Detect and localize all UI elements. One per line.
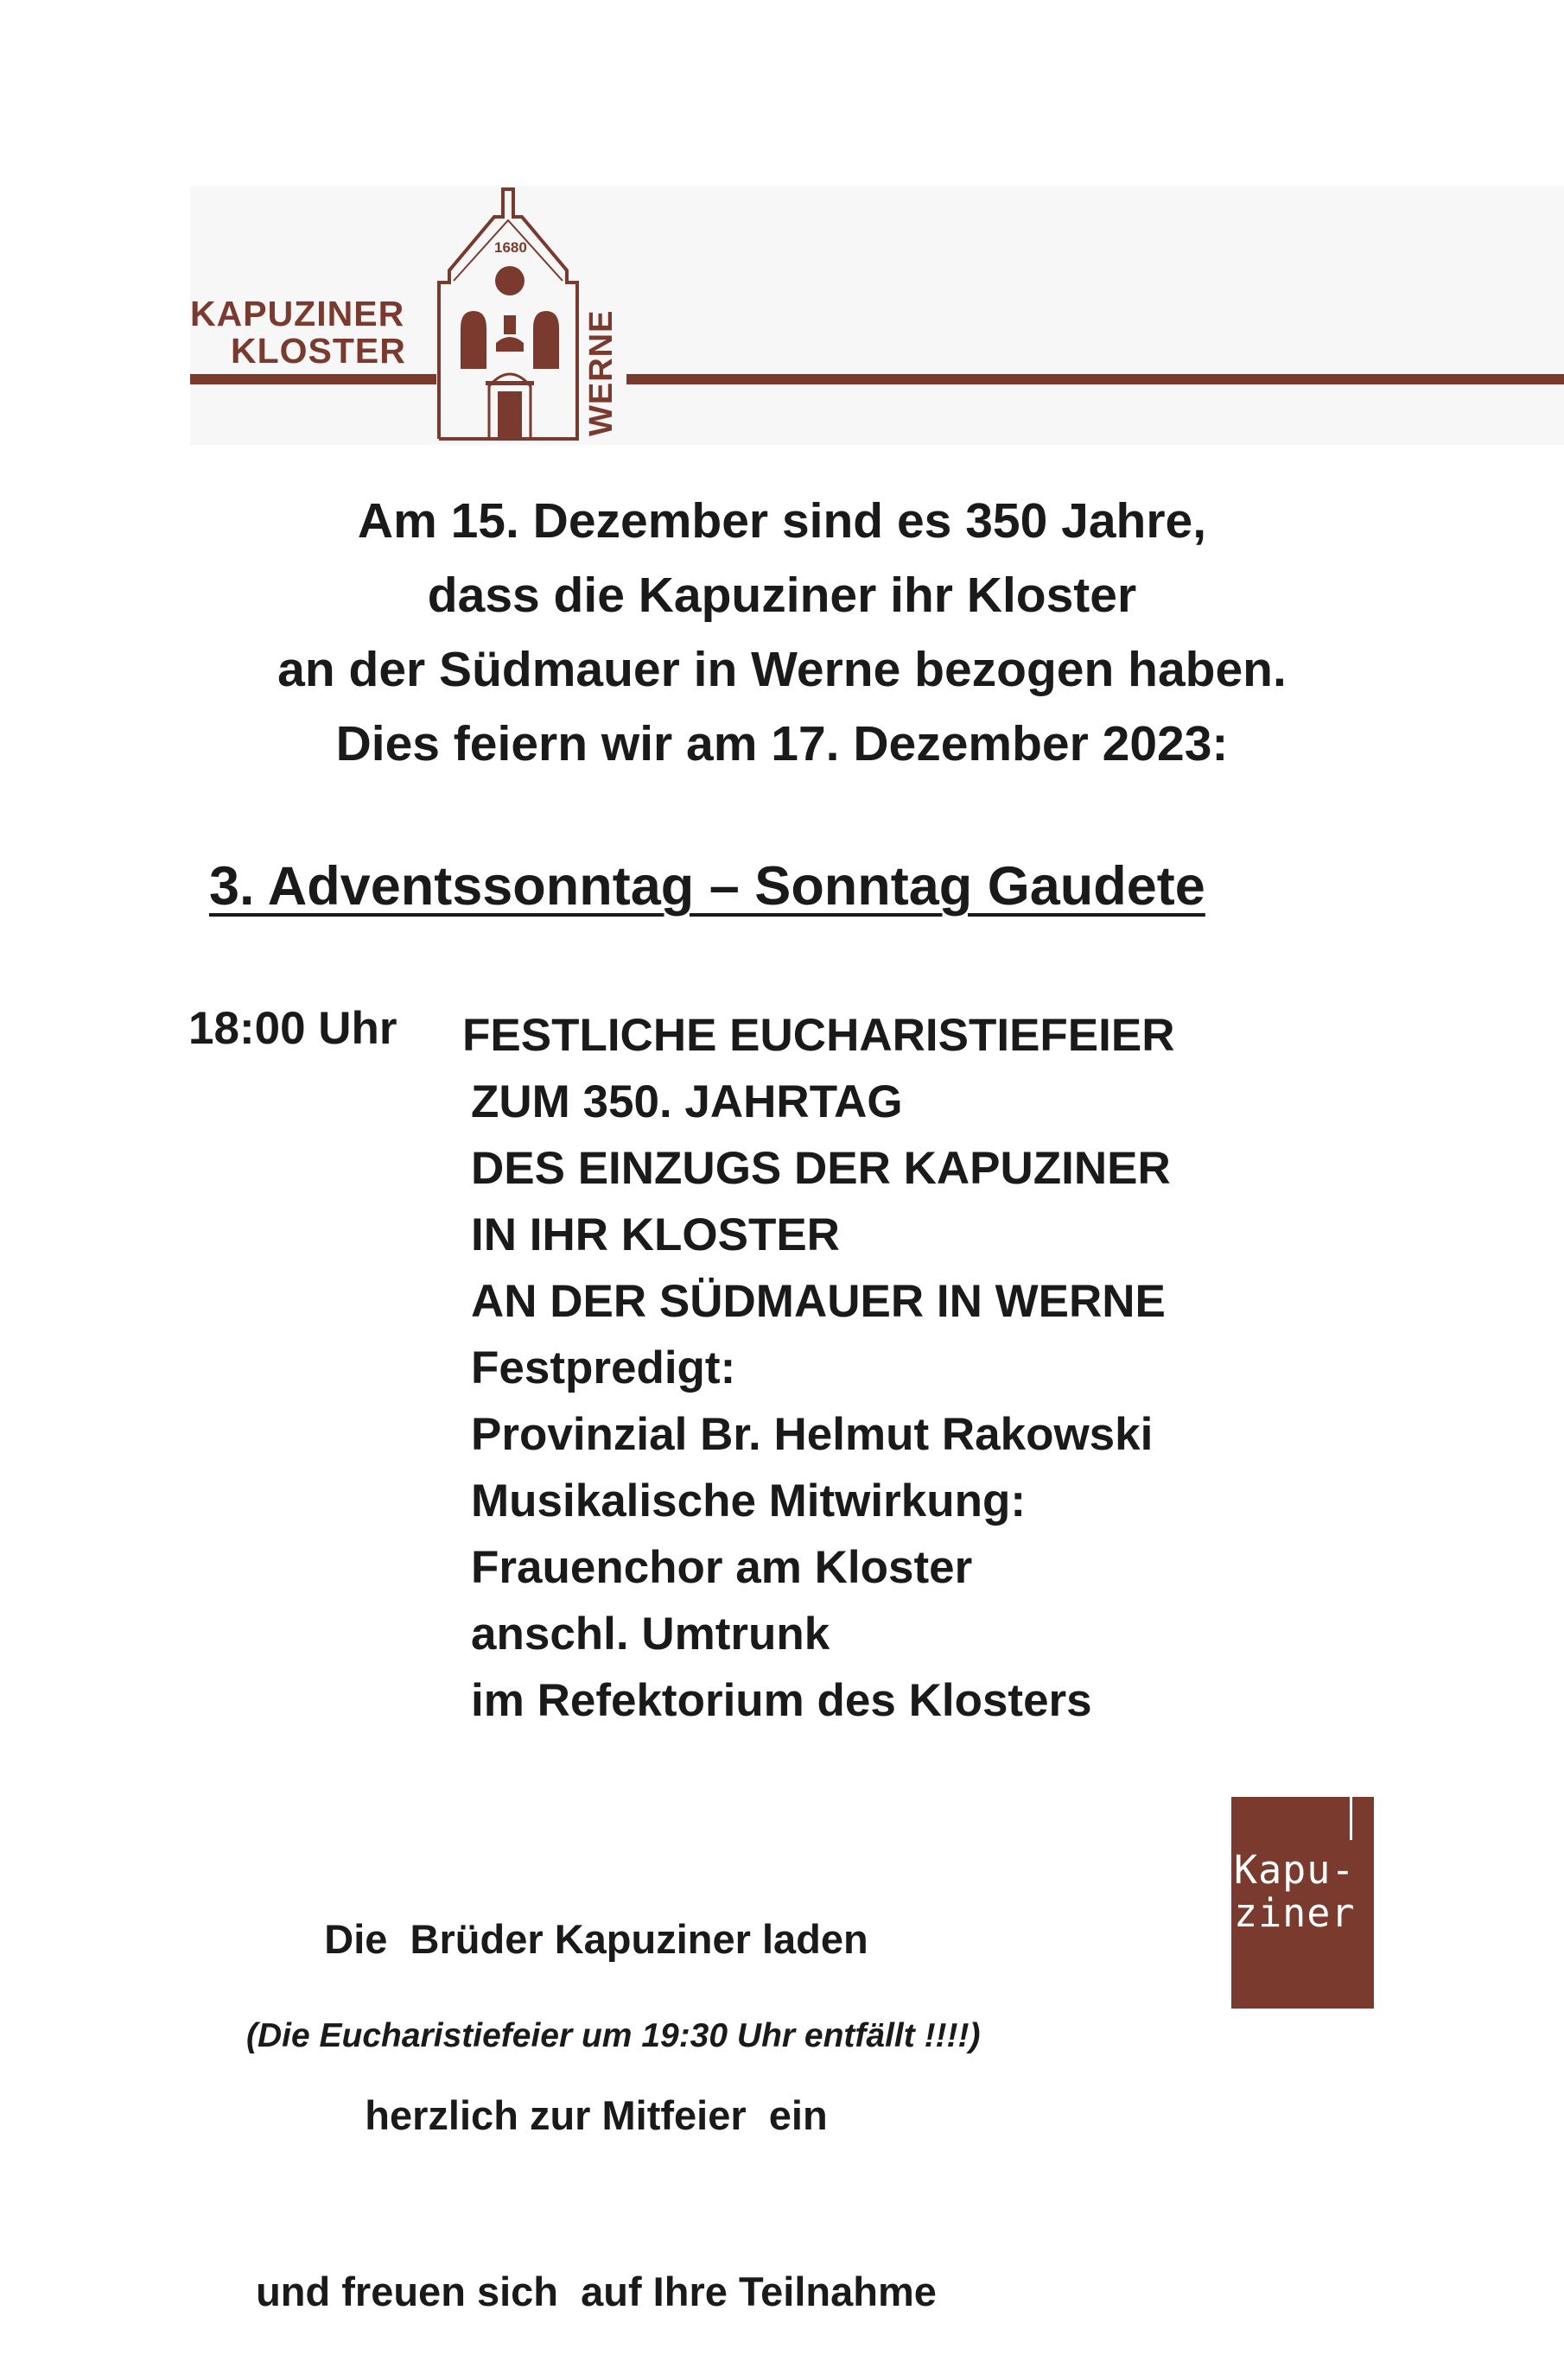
event-detail-line: im Refektorium des Klosters [471, 1675, 1092, 1726]
event-details [462, 1002, 1175, 1734]
logo-bar [1350, 1797, 1352, 1840]
event-detail-line: IN IHR KLOSTER [471, 1209, 840, 1260]
intro-line: Am 15. Dezember sind es 350 Jahre, [357, 493, 1207, 549]
kapuziner-logo-line1: Kapu- [1234, 1847, 1356, 1893]
intro-text [0, 484, 1564, 781]
event-time: 18:00 Uhr [188, 1003, 397, 1054]
logo-text-kapuziner: KAPUZINER [190, 294, 405, 333]
event-detail-line: Musikalische Mitwirkung: [471, 1476, 1027, 1526]
logo-year: 1680 [494, 239, 527, 256]
event-detail-line: AN DER SÜDMAUER IN WERNE [471, 1276, 1166, 1327]
event-detail-line: FESTLICHE EUCHARISTIEFEIER [462, 1010, 1175, 1061]
kapuziner-logo [1231, 1797, 1374, 2009]
intro-line: an der Südmauer in Werne bezogen haben. [277, 642, 1287, 697]
invitation-line: Die Brüder Kapuziner laden [324, 1916, 868, 1962]
invitation-line: und freuen sich auf Ihre Teilnahme [256, 2269, 937, 2314]
event-detail-line: ZUM 350. JAHRTAG [471, 1076, 903, 1127]
logo-text-kloster: KLOSTER [231, 331, 406, 371]
intro-line: dass die Kapuziner ihr Kloster [427, 568, 1137, 623]
event-detail-line: DES EINZUGS DER KAPUZINER [471, 1143, 1171, 1194]
event-heading: 3. Adventssonntag – Sonntag Gaudete [209, 856, 1205, 917]
event-detail-line: Provinzial Br. Helmut Rakowski [471, 1409, 1154, 1460]
event-detail-line: Festpredigt: [471, 1342, 736, 1393]
logo-text-werne: WERNE [583, 309, 620, 436]
event-detail-line: anschl. Umtrunk [471, 1609, 830, 1660]
header-logo [190, 186, 1564, 445]
kapuziner-logo-line2: ziner [1234, 1890, 1356, 1936]
cancellation-note: (Die Eucharistiefeier um 19:30 Uhr entfällt !!!!) [246, 2017, 981, 2054]
invitation-text [147, 1793, 1046, 2380]
event-detail-line: Frauenchor am Kloster [471, 1542, 973, 1593]
intro-line: Dies feiern wir am 17. Dezember 2023: [335, 716, 1229, 771]
invitation-line: herzlich zur Mitfeier ein [365, 2092, 828, 2138]
